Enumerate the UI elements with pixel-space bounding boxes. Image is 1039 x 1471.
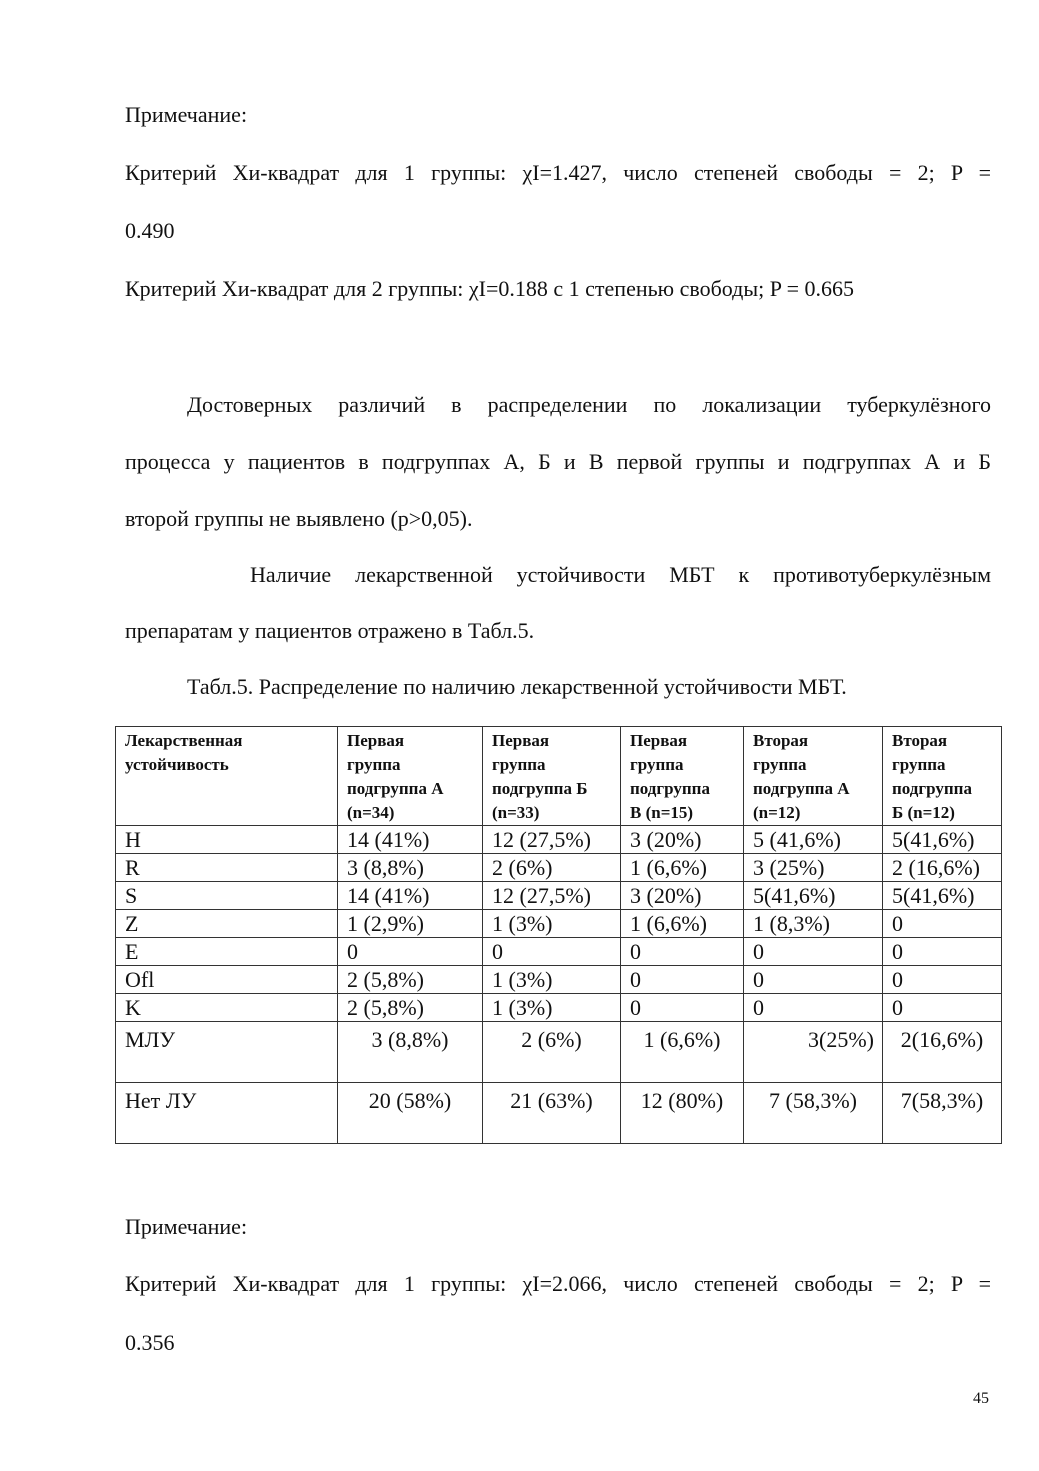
table-cell: 14 (41%) (338, 882, 483, 910)
table-cell: 20 (58%) (338, 1083, 483, 1144)
header-group2-a: Вторая группа подгруппа А (n=12) (744, 727, 883, 826)
table-cell: 5(41,6%) (744, 882, 883, 910)
paragraph-line: Наличие лекарственной устойчивости МБТ к противотуберкулёзным (250, 562, 991, 587)
header-group2-b: Вторая группа подгруппа Б (n=12) (883, 727, 1002, 826)
table-cell: 0 (621, 994, 744, 1022)
table-cell: 0 (744, 938, 883, 966)
row-label: Нет ЛУ (116, 1083, 338, 1144)
table-cell: 3 (20%) (621, 826, 744, 854)
chi-square-group1-line (125, 1271, 991, 1297)
table-cell: 3 (25%) (744, 854, 883, 882)
table-cell: 1 (3%) (483, 966, 621, 994)
table-row (116, 854, 1002, 882)
table-cell: 12 (27,5%) (483, 882, 621, 910)
table-caption: Табл.5. Распределение по наличию лекарственной устойчивости МБТ. (187, 674, 847, 699)
header-group1-b: Первая группа подгруппа Б (n=33) (483, 727, 621, 826)
page-number: 45 (973, 1390, 989, 1407)
table-row (116, 882, 1002, 910)
p-value-continuation: 0.490 (125, 218, 175, 243)
table-cell: 3 (20%) (621, 882, 744, 910)
row-label: Ofl (116, 966, 338, 994)
table-row (116, 994, 1002, 1022)
paragraph-line: второй группы не выявлено (р>0,05). (125, 506, 473, 531)
row-label: S (116, 882, 338, 910)
chi-square-group2-line (125, 276, 854, 302)
chi-symbol: χ (468, 276, 479, 301)
table-cell: 7 (58,3%) (744, 1083, 883, 1144)
table-cell: 0 (883, 994, 1002, 1022)
table-row (116, 966, 1002, 994)
chi-square-group1-line (125, 160, 991, 186)
header-group1-v: Первая группа подгруппа В (n=15) (621, 727, 744, 826)
chi-text: Критерий Хи-квадрат для 1 группы: (125, 1271, 523, 1296)
paragraph-line: Достоверных различий в распределении по локализации туберкулёзного (187, 392, 991, 417)
note-title: Примечание: (125, 1214, 248, 1239)
table-cell: 5(41,6%) (883, 826, 1002, 854)
table-cell: 21 (63%) (483, 1083, 621, 1144)
table-cell: 5 (41,6%) (744, 826, 883, 854)
chi-text: Критерий Хи-квадрат для 2 группы: (125, 276, 469, 301)
table-cell: 5(41,6%) (883, 882, 1002, 910)
table-cell: 12 (80%) (621, 1083, 744, 1144)
row-label: K (116, 994, 338, 1022)
table-cell: 1 (3%) (483, 994, 621, 1022)
table-cell: 0 (883, 938, 1002, 966)
table-cell: 0 (883, 966, 1002, 994)
row-label: R (116, 854, 338, 882)
table-cell: 2 (5,8%) (338, 966, 483, 994)
table-cell: 0 (338, 938, 483, 966)
resistance-table (115, 726, 1002, 1144)
header-group1-a: Первая группа подгруппа А (n=34) (338, 727, 483, 826)
table-cell: 1 (6,6%) (621, 854, 744, 882)
table-row (116, 910, 1002, 938)
table-cell: 14 (41%) (338, 826, 483, 854)
table-cell: 0 (621, 966, 744, 994)
chi-symbol: χ (522, 160, 533, 185)
note-title: Примечание: (125, 102, 248, 127)
table-cell: 0 (744, 994, 883, 1022)
table-cell: 1 (6,6%) (621, 1022, 744, 1083)
table-cell: 1 (3%) (483, 910, 621, 938)
table-row (116, 1083, 1002, 1144)
table-cell: 2 (6%) (483, 1022, 621, 1083)
table-cell: 1 (2,9%) (338, 910, 483, 938)
table-cell: 3 (8,8%) (338, 1022, 483, 1083)
row-label: Z (116, 910, 338, 938)
table-row (116, 1022, 1002, 1083)
table-cell: 2 (5,8%) (338, 994, 483, 1022)
table-cell: 2 (16,6%) (883, 854, 1002, 882)
chi-result: I=0.188 с 1 степенью свободы; P = 0.665 (478, 276, 855, 301)
table-cell: 0 (621, 938, 744, 966)
header-resistance: Лекарственная устойчивость (116, 727, 338, 826)
table-cell: 12 (27,5%) (483, 826, 621, 854)
paragraph-line: процесса у пациентов в подгруппах А, Б и В первой группы и подгруппах А и Б (125, 449, 991, 474)
paragraph-line: препаратам у пациентов отражено в Табл.5. (125, 618, 535, 643)
p-value-continuation: 0.356 (125, 1330, 175, 1355)
table-cell: 0 (744, 966, 883, 994)
row-label: E (116, 938, 338, 966)
table-row (116, 826, 1002, 854)
chi-symbol: χ (522, 1271, 533, 1296)
table-cell: 7(58,3%) (883, 1083, 1002, 1144)
table-cell: 2 (6%) (483, 854, 621, 882)
table-cell: 3 (8,8%) (338, 854, 483, 882)
table-cell: 2(16,6%) (883, 1022, 1002, 1083)
table-cell: 1 (6,6%) (621, 910, 744, 938)
chi-text: Критерий Хи-квадрат для 1 группы: (125, 160, 523, 185)
table-row (116, 938, 1002, 966)
table-cell: 3(25%) (744, 1022, 883, 1083)
table-cell: 0 (483, 938, 621, 966)
table-cell: 0 (883, 910, 1002, 938)
row-label: МЛУ (116, 1022, 338, 1083)
chi-result: I=1.427, число степеней свободы = 2; P = (532, 160, 991, 185)
table-cell: 1 (8,3%) (744, 910, 883, 938)
chi-result: I=2.066, число степеней свободы = 2; P = (532, 1271, 991, 1296)
row-label: H (116, 826, 338, 854)
table-header-row (116, 727, 1002, 826)
